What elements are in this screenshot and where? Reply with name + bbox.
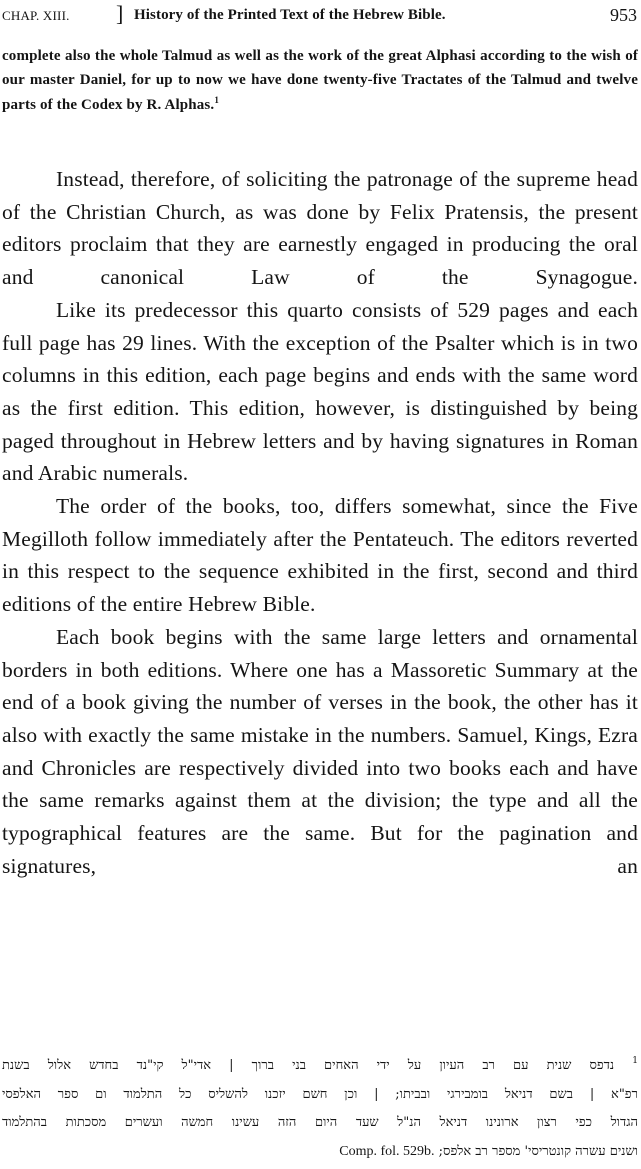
footnote-citation: Comp. fol. 529b. — [339, 1143, 435, 1159]
running-header — [0, 1, 641, 28]
paragraph: The order of the books, too, differs somewhat, since the Five Megilloth follow immediately after the Pentateuch. The editors reverted in this respect to the sequence exhibited in the first, second and third editions of the entire Hebrew Bible. — [2, 494, 638, 617]
footnote-hebrew: ושנים עשרה קונטריסי' מספר רב אלפס; — [438, 1143, 638, 1159]
page-number: 953 — [610, 5, 637, 25]
footnote — [2, 1052, 638, 1166]
footnote-mark: 1 — [632, 1056, 638, 1066]
footnote-line: רפ"א | בשם דניאל בומבירגי ובביתו; | וכן חשם יזכנו להשליס כל התלמוד ום ספר האלפסי — [2, 1086, 638, 1102]
footnote-line — [2, 1138, 638, 1167]
paragraph: Like its predecessor this quarto consists of 529 pages and each full page has 29 lines. With the exception of the Psalter which is in two columns in this edition, each page begins and ends with the same word as the first edition. This edition, however, is distinguished by being paged throughout in Hebrew letters and by having signatures in Roman and Arabic numerals. — [2, 297, 638, 486]
header-bracket: ] — [116, 1, 124, 26]
quotation-continuation — [2, 44, 638, 117]
quotation-text: complete also the whole Talmud as well as the work of the great Alphasi according to the wish of our master Daniel, for up to now we have done twenty-five Tractates of the Talmud and twelve parts of the Codex by R. Alphas. — [2, 48, 638, 113]
body-text — [2, 163, 638, 882]
running-title: History of the Printed Text of the Hebrew Bible. — [134, 7, 446, 23]
footnote-reference: 1 — [214, 94, 219, 105]
paragraph: Instead, therefore, of soliciting the patronage of the supreme head of the Christian Church, as was done by Felix Pratensis, the present editors proclaim that they are earnestly engaged in producing the oral and canonical Law of the Synagogue. — [2, 167, 638, 290]
footnote-hebrew: נדפס שנית עם רב העיון על ידי האחים בני ברוך | אדי"ל קי"נד בחדש אלול בשנת — [2, 1058, 615, 1073]
footnote-line — [2, 1052, 638, 1081]
paragraph: Each book begins with the same large letters and ornamental borders in both editions. Where one has a Massoretic Summary at the end of a book giving the number of verses in the book, the other has it also with exactly the same mistake in the numbers. Samuel, Kings, Ezra and Chronicles are respectively divided into two books each and have the same remarks against them at the division; the type and all the typographical features are the same. But for the pagination and signatures, an — [2, 624, 638, 878]
footnote-line: הגדול כפי רצון ארונינו דניאל הנ"ל שעד היום הזה עשינו חמשה ועשרים מסכתות בהתלמוד — [2, 1115, 638, 1131]
chapter-label: CHAP. XIII. — [2, 8, 70, 23]
